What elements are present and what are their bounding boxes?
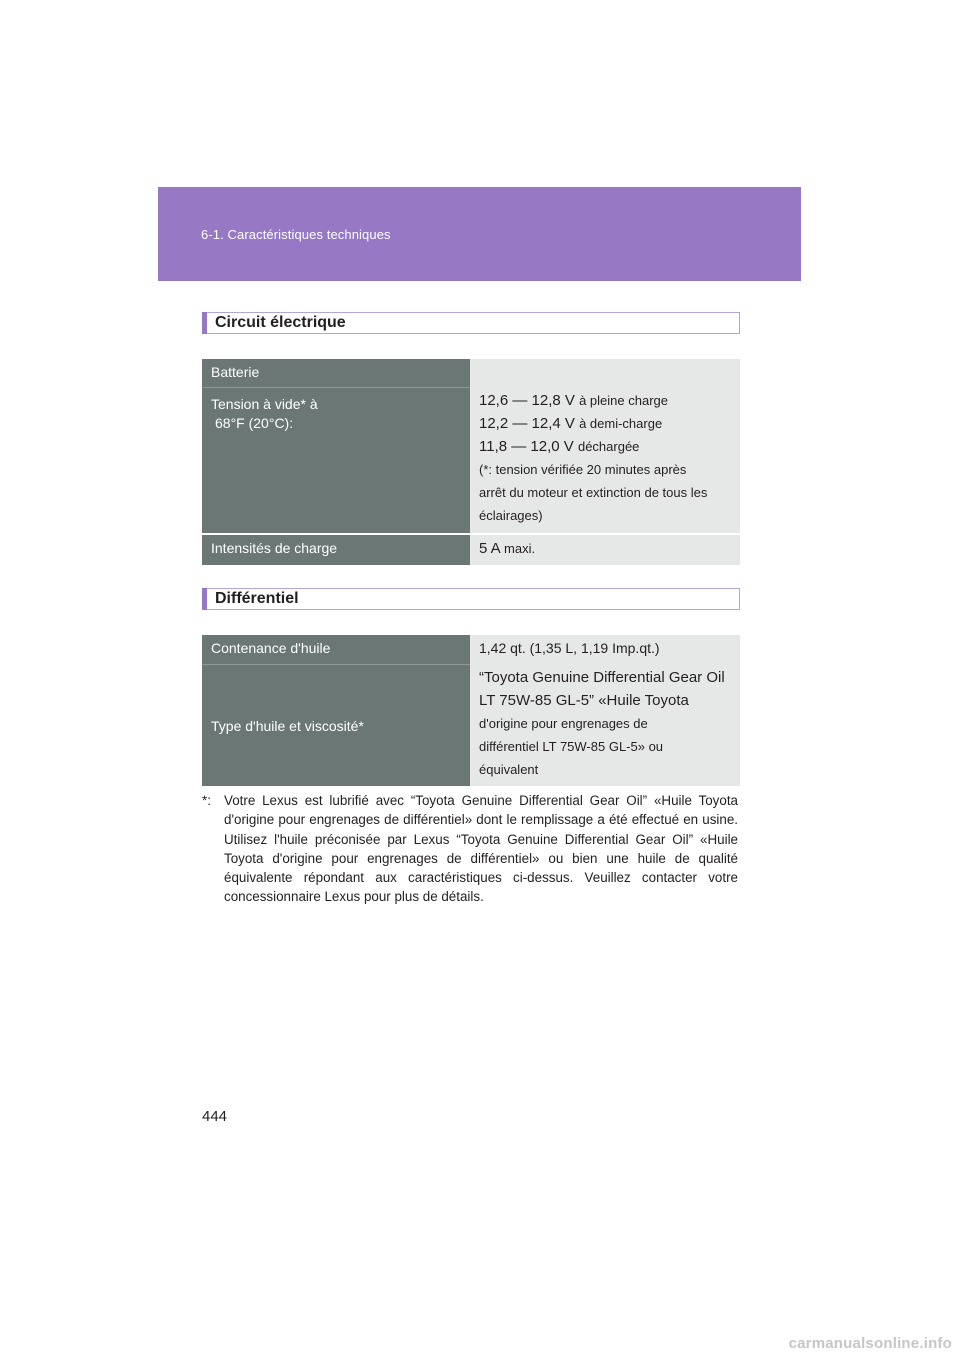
footnote-text: Votre Lexus est lubrifié avec “Toyota Genuine Differential Gear Oil” «Huile Toyota d'origine pour engrenages de différentiel» dont le remplissage a été effectué en usine. Utilisez l'huile préconisée par Lexus “Toyota Genuine Differential Gear Oil” «Huile Toyota d'origine pour engrenages de différentiel» ou bien une huile de qualité équivalente répondant aux caractéristiques ci-dessus. Veuillez contacter votre concessionnaire Lexus pour plus de détails. <box>224 793 738 905</box>
section-title-electric <box>202 312 740 334</box>
table-row-oil-type <box>202 664 740 786</box>
battery-value <box>470 359 740 387</box>
oil-value-line: “Toyota Genuine Differential Gear Oil <box>479 669 725 686</box>
page-number: 444 <box>202 1108 228 1125</box>
section-accent-bar <box>202 588 207 610</box>
capacity-label: Contenance d'huile <box>202 635 470 664</box>
chapter-title: 6-1. Caractéristiques techniques <box>201 227 391 242</box>
oil-value-line: équivalent <box>479 762 539 777</box>
table-row-charge <box>202 535 740 565</box>
oil-value-line: d'origine pour engrenages de <box>479 716 648 731</box>
tension-note-line-3: éclairages) <box>479 508 543 523</box>
table-row-tension <box>202 387 740 533</box>
tension-value-line: 12,6 — 12,8 V à pleine charge <box>479 392 668 409</box>
oil-value-line: LT 75W-85 GL-5” «Huile Toyota <box>479 692 689 709</box>
oil-type-label: Type d'huile et viscosité* <box>202 664 470 786</box>
capacity-value: 1,42 qt. (1,35 L, 1,19 Imp.qt.) <box>470 635 740 664</box>
battery-label: Batterie <box>202 359 470 387</box>
footnote <box>202 791 738 907</box>
tension-note-line-1: (*: tension vérifiée 20 minutes après <box>479 462 687 477</box>
charge-value: 5 A maxi. <box>470 535 740 565</box>
section-title-differential <box>202 588 740 610</box>
chapter-header-band <box>158 187 801 281</box>
section-title-text: Différentiel <box>215 590 299 607</box>
charge-label: Intensités de charge <box>202 535 470 565</box>
tension-value-line: 12,2 — 12,4 V à demi-charge <box>479 415 663 432</box>
section-accent-bar <box>202 312 207 334</box>
tension-label-line-1: Tension à vide* à <box>211 396 318 412</box>
tension-value-line: 11,8 — 12,0 V déchargée <box>479 438 640 455</box>
tension-label <box>202 387 470 533</box>
tension-value <box>470 387 740 533</box>
tension-note-line-2: arrêt du moteur et extinction de tous les <box>479 485 708 500</box>
watermark-text: carmanualsonline.info <box>788 1335 952 1352</box>
differential-spec-table <box>202 635 740 786</box>
oil-type-value <box>470 664 740 786</box>
tension-label-line-2: 68°F (20°C): <box>215 415 294 431</box>
table-row-capacity <box>202 635 740 664</box>
electric-spec-table <box>202 359 740 565</box>
table-row-battery <box>202 359 740 387</box>
oil-value-line: différentiel LT 75W-85 GL-5» ou <box>479 739 664 754</box>
section-title-text: Circuit électrique <box>215 314 346 331</box>
footnote-mark: *: <box>202 793 211 808</box>
